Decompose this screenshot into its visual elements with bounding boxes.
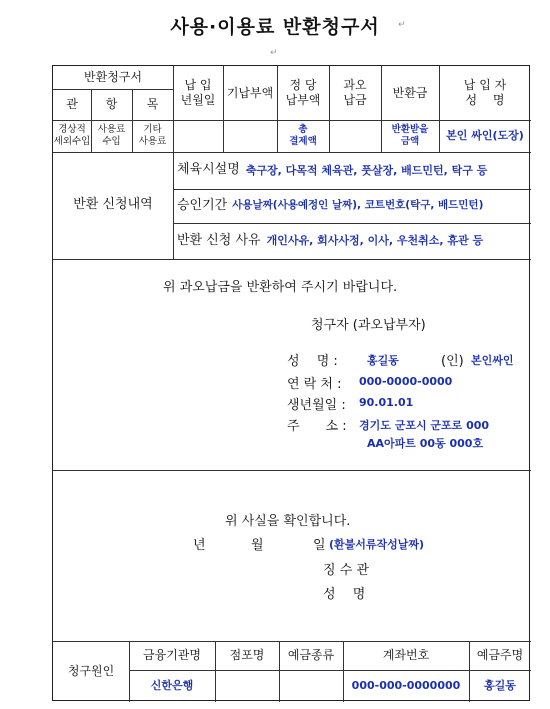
facility-label: 체육시설명 <box>177 162 240 178</box>
refund-header: 반환금 <box>392 85 428 100</box>
reason-label: 반환 신청 사유 <box>177 232 261 248</box>
form-name-cell: 반환청구서 <box>84 70 142 84</box>
facility-value: 축구장, 다목적 체육관, 풋살장, 배드민턴, 탁구 등 <box>245 163 488 177</box>
payer-signature: 본인 싸인(도장) <box>446 129 524 143</box>
period-row <box>173 189 535 223</box>
paragraph-mark: ↵ <box>398 20 406 30</box>
paragraph-mark: ↵ <box>270 48 278 58</box>
mok-header: 목 <box>146 97 159 111</box>
address-value-2: AA아파트 00동 000호 <box>367 437 484 450</box>
overpaid-header: 과오 납금 <box>343 78 367 107</box>
kwan-header: 관 <box>66 97 78 111</box>
period-label: 승인기간 <box>177 197 228 213</box>
claimant-label: 청구자 (과오납부자) <box>311 318 426 333</box>
collector-name-label: 성 명 <box>323 587 366 602</box>
holder-value: 홍길동 <box>484 679 516 693</box>
sign-note: 본인싸인 <box>471 354 514 367</box>
reason-row <box>173 223 535 259</box>
account-header: 계좌번호 <box>382 648 430 662</box>
payment-date-header: 납 입 년월일 <box>180 78 216 107</box>
confirm-month: 월 <box>251 538 264 553</box>
holder-header: 예금주명 <box>476 648 524 662</box>
reason-value: 개인사유, 회사사정, 이사, 우천취소, 휴관 등 <box>266 234 484 248</box>
confirm-sentence: 위 사실을 확인합니다. <box>225 514 351 529</box>
page-title: 사용·이용료 반환청구서 <box>170 16 380 38</box>
contact-value: 000-0000-0000 <box>359 375 453 388</box>
mok-value: 기타 사용료 <box>138 124 167 147</box>
hang-value: 사용료 수입 <box>97 124 126 147</box>
dob-value: 90.01.01 <box>359 396 414 409</box>
name-value: 홍길동 <box>367 354 399 367</box>
address-label: 주 소 : <box>287 419 347 434</box>
account-value: 000-000-0000000 <box>351 679 461 693</box>
refund-form-table <box>52 65 530 701</box>
contact-label: 연 락 처 : <box>287 377 342 392</box>
claim-reason-label: 청구원인 <box>67 664 115 678</box>
name-label: 성 명 : <box>287 354 338 369</box>
facility-row <box>173 152 535 189</box>
proper-payment-value: 총 결제액 <box>289 124 317 147</box>
hang-header: 항 <box>105 97 118 111</box>
branch-header: 점포명 <box>229 648 265 662</box>
dob-label: 생년월일 : <box>287 398 346 413</box>
confirm-year: 년 <box>193 538 206 553</box>
period-value: 사용날짜(사용예정인 날짜), 코트번호(탁구, 배드민턴) <box>232 199 484 212</box>
address-value-1: 경기도 군포시 군포로 000 <box>359 419 490 432</box>
collector-label: 징 수 관 <box>323 563 369 578</box>
payer-header: 납 입 자 성 명 <box>463 78 507 107</box>
details-label: 반환 신청내역 <box>73 197 153 213</box>
confirm-day: 일 <box>313 538 326 553</box>
kwan-value: 경상적 세외수입 <box>53 124 91 147</box>
seal-mark: (인) <box>441 354 464 369</box>
proper-payment-header: 정 당 납부액 <box>285 78 321 107</box>
existing-payment-header: 기납부액 <box>226 85 274 100</box>
request-sentence: 위 과오납금을 반환하여 주시기 바랍니다. <box>163 280 398 295</box>
deposit-type-header: 예금종류 <box>287 648 335 662</box>
bank-name-value: 신한은행 <box>150 679 194 693</box>
bank-name-header: 금융기관명 <box>143 648 201 662</box>
refund-value: 반환받을 금액 <box>391 124 429 147</box>
confirm-day-note: (환불서류작성날짜) <box>329 538 425 551</box>
